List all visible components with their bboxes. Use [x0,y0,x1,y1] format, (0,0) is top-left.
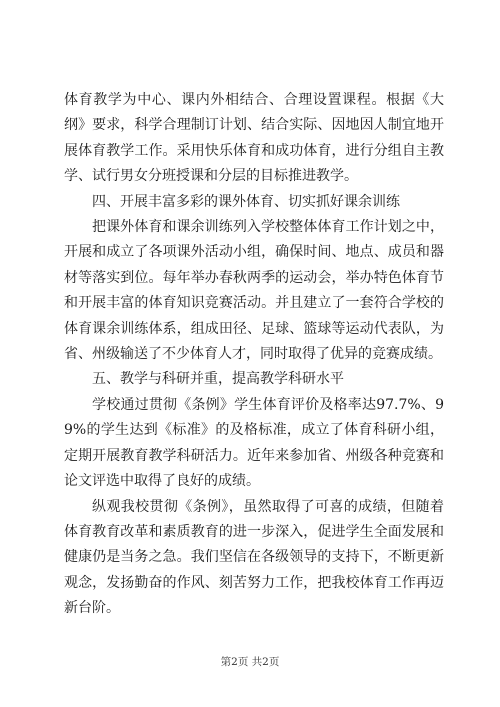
document-body [64,88,444,622]
body-paragraph: 体育教学为中心、课内外相结合、合理设置课程。根据《大纲》要求，科学合理制订计划、结合实际、因地因人制宜地开展体育教学工作。采用快乐体育和成功体育，进行分组自主教学、试行男女分班授课和分层的目标推进教学。 [64,92,444,185]
page-footer: 第2页 共2页 [220,656,280,668]
section-heading: 四、开展丰富多彩的课外体育、切实抓好课余训练 [92,193,400,210]
body-paragraph: 纵观我校贯彻《条例》，虽然取得了可喜的成绩，但随着体育教育改革和素质教育的进一步深入，促进学生全面发展和健康仍是当务之急。我们坚信在各级领导的支持下，不断更新观念，发扬勤奋的作风、刻苦努力工作，把我校体育工作再迈新台阶。 [64,498,444,617]
section-heading: 五、教学与科研并重，提高教学科研水平 [92,371,344,388]
body-paragraph: 学校通过贯彻《条例》学生体育评价及格率达97.7%、99%的学生达到《标准》的及格标准，成立了体育科研小组，定期开展教育教学科研活力。近年来参加省、州级各种竞赛和论文评选中取得了良好的成绩。 [64,396,444,490]
body-paragraph: 把课外体育和课余训练列入学校整体体育工作计划之中，开展和成立了各项课外活动小组，确保时间、地点、成员和器材等落实到位。每年举办春秋两季的运动会，举办特色体育节和开展丰富的体育知识竞赛活动。并且建立了一套符合学校的体育课余训练体系，组成田径、足球、篮球等运动代表队，为省、州级输送了不少体育人才，同时取得了优异的竞赛成绩。 [64,219,444,363]
